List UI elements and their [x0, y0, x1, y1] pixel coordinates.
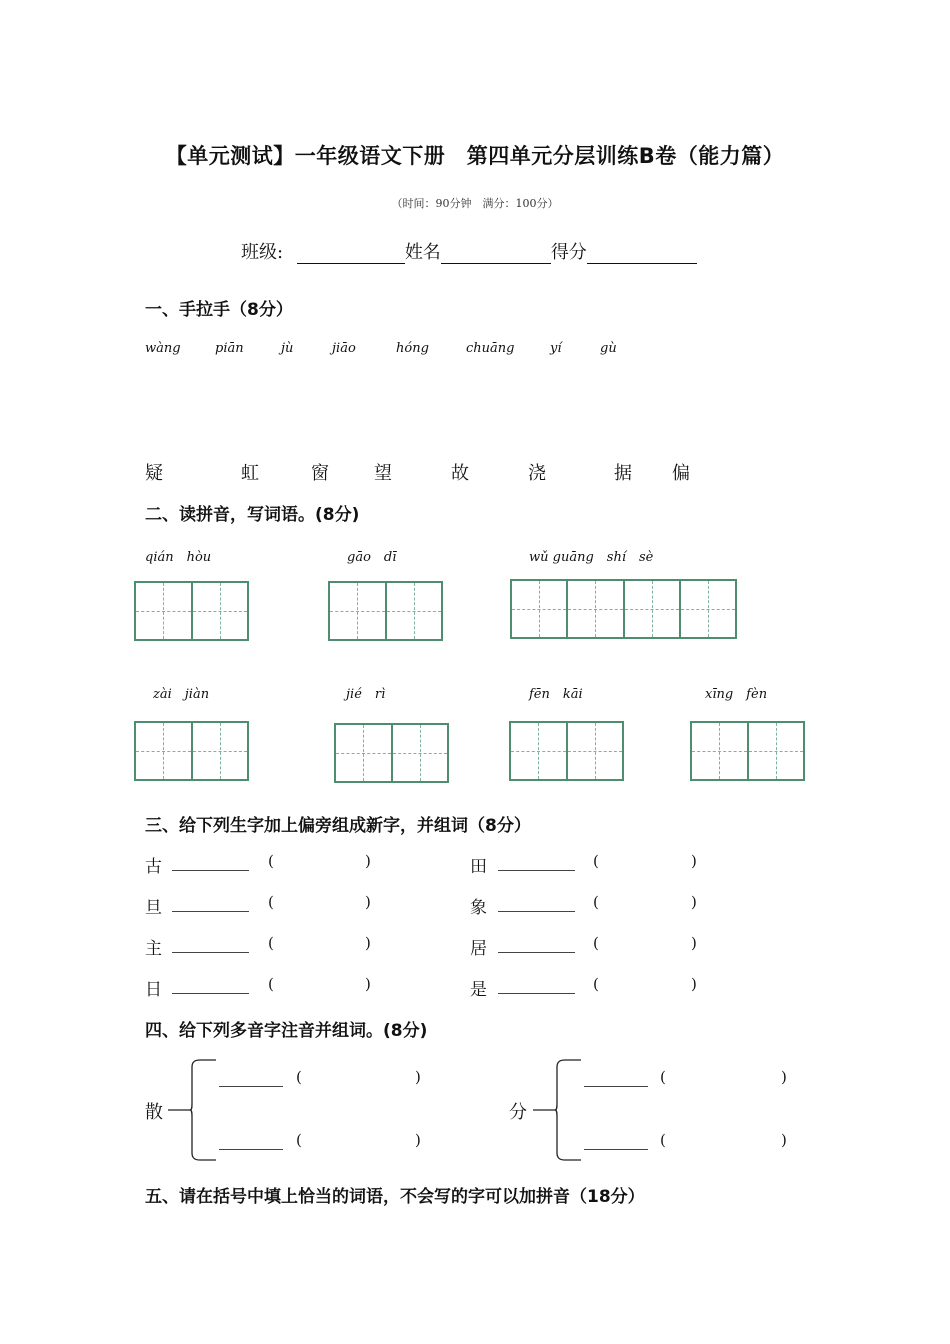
paren-close: )	[365, 893, 371, 911]
section1-char[interactable]: 故	[451, 463, 469, 484]
word-pinyin: qián hòu	[145, 550, 212, 565]
word-pinyin: gāo dī	[347, 550, 397, 565]
tianzige-grid	[134, 581, 249, 641]
base-char: 主	[145, 939, 162, 959]
tianzige-cell[interactable]	[623, 581, 679, 637]
paren-open: (	[268, 975, 274, 993]
new-char-blank[interactable]	[498, 938, 575, 953]
base-char: 古	[145, 857, 162, 877]
paren-close: )	[415, 1131, 421, 1149]
new-char-blank[interactable]	[172, 856, 249, 871]
paren-close: )	[415, 1068, 421, 1086]
paren-close: )	[691, 975, 697, 993]
tianzige-cell[interactable]	[391, 725, 448, 781]
section1-char[interactable]: 虹	[241, 463, 259, 484]
section1-pinyin: hóng	[396, 341, 429, 356]
base-char: 是	[470, 980, 487, 1000]
section1-char[interactable]: 据	[614, 463, 632, 484]
name-label: 姓名	[404, 242, 441, 263]
new-char-blank[interactable]	[172, 979, 249, 994]
paren-open: (	[593, 893, 599, 911]
section4-braces	[0, 1055, 950, 1170]
paren-open: (	[296, 1131, 302, 1149]
new-char-blank[interactable]	[498, 979, 575, 994]
class-label: 班级:	[241, 242, 284, 263]
pinyin-blank[interactable]	[219, 1072, 283, 1087]
polyphone-char-1: 散	[145, 1102, 163, 1123]
class-blank[interactable]	[297, 245, 405, 264]
pinyin-blank[interactable]	[584, 1072, 648, 1087]
new-char-blank[interactable]	[172, 938, 249, 953]
section1-pinyin: yí	[550, 341, 562, 356]
tianzige-grid	[328, 581, 443, 641]
tianzige-grid	[334, 723, 449, 783]
section1-pinyin: jiāo	[332, 341, 356, 356]
paren-open: (	[268, 852, 274, 870]
paren-open: (	[660, 1068, 666, 1086]
section1-char[interactable]: 窗	[311, 463, 329, 484]
paren-open: (	[593, 934, 599, 952]
paren-close: )	[365, 975, 371, 993]
paren-open: (	[268, 893, 274, 911]
new-char-blank[interactable]	[498, 856, 575, 871]
tianzige-cell[interactable]	[566, 581, 622, 637]
paren-close: )	[365, 934, 371, 952]
section1-pinyin: gù	[600, 341, 617, 356]
section1-char[interactable]: 望	[374, 463, 392, 484]
tianzige-grid	[690, 721, 805, 781]
tianzige-cell[interactable]	[692, 723, 747, 779]
section1-char[interactable]: 浇	[528, 463, 546, 484]
name-blank[interactable]	[441, 245, 551, 264]
brace-left-upper	[168, 1060, 216, 1110]
tianzige-cell[interactable]	[679, 581, 735, 637]
tianzige-cell[interactable]	[511, 723, 566, 779]
section1-pinyin: wàng	[145, 341, 181, 356]
score-label: 得分	[550, 242, 587, 263]
section1-char[interactable]: 偏	[672, 463, 690, 484]
tianzige-grid	[510, 579, 737, 639]
paren-close: )	[691, 893, 697, 911]
exam-time-info: （时间：90分钟 满分：100分）	[391, 197, 559, 210]
paren-open: (	[593, 852, 599, 870]
paren-close: )	[365, 852, 371, 870]
page-title: 【单元测试】一年级语文下册 第四单元分层训练B卷（能力篇）	[165, 144, 785, 168]
brace-left-lower	[190, 1110, 216, 1160]
base-char: 日	[145, 980, 162, 1000]
section3-heading: 三、给下列生字加上偏旁组成新字，并组词（8分）	[145, 816, 531, 836]
base-char: 田	[470, 857, 487, 877]
section2-heading: 二、读拼音，写词语。(8分)	[145, 505, 360, 525]
word-pinyin: xīng fèn	[705, 687, 768, 702]
tianzige-grid	[509, 721, 624, 781]
pinyin-blank[interactable]	[584, 1135, 648, 1150]
base-char: 旦	[145, 898, 162, 918]
score-blank[interactable]	[587, 245, 697, 264]
word-pinyin: wǔ guāng shí sè	[529, 550, 654, 565]
word-pinyin: jié rì	[346, 687, 386, 702]
tianzige-cell[interactable]	[512, 581, 566, 637]
paren-close: )	[781, 1131, 787, 1149]
tianzige-cell[interactable]	[136, 723, 191, 779]
paren-close: )	[691, 852, 697, 870]
paren-close: )	[691, 934, 697, 952]
tianzige-cell[interactable]	[191, 583, 248, 639]
brace-right-upper	[533, 1060, 581, 1110]
base-char: 居	[470, 939, 487, 959]
section1-pinyin: jù	[281, 341, 294, 356]
polyphone-char-2: 分	[509, 1102, 527, 1123]
brace-right-lower	[555, 1110, 581, 1160]
word-pinyin: zài jiàn	[153, 687, 210, 702]
pinyin-blank[interactable]	[219, 1135, 283, 1150]
paren-open: (	[660, 1131, 666, 1149]
base-char: 象	[470, 898, 487, 918]
tianzige-cell[interactable]	[136, 583, 191, 639]
paren-open: (	[593, 975, 599, 993]
new-char-blank[interactable]	[172, 897, 249, 912]
tianzige-cell[interactable]	[747, 723, 804, 779]
student-info-line	[241, 238, 697, 264]
tianzige-cell[interactable]	[191, 723, 248, 779]
section1-heading: 一、手拉手（8分）	[145, 300, 293, 320]
tianzige-cell[interactable]	[336, 725, 391, 781]
paren-open: (	[268, 934, 274, 952]
section5-heading: 五、请在括号中填上恰当的词语，不会写的字可以加拼音（18分）	[145, 1187, 645, 1207]
tianzige-cell[interactable]	[566, 723, 623, 779]
paren-open: (	[296, 1068, 302, 1086]
section1-pinyin: piān	[215, 341, 244, 356]
tianzige-grid	[134, 721, 249, 781]
section4-heading: 四、给下列多音字注音并组词。(8分)	[145, 1021, 428, 1041]
tianzige-cell[interactable]	[385, 583, 442, 639]
section1-pinyin: chuāng	[466, 341, 515, 356]
word-pinyin: fēn kāi	[529, 687, 583, 702]
section1-char[interactable]: 疑	[145, 463, 163, 484]
new-char-blank[interactable]	[498, 897, 575, 912]
paren-close: )	[781, 1068, 787, 1086]
tianzige-cell[interactable]	[330, 583, 385, 639]
